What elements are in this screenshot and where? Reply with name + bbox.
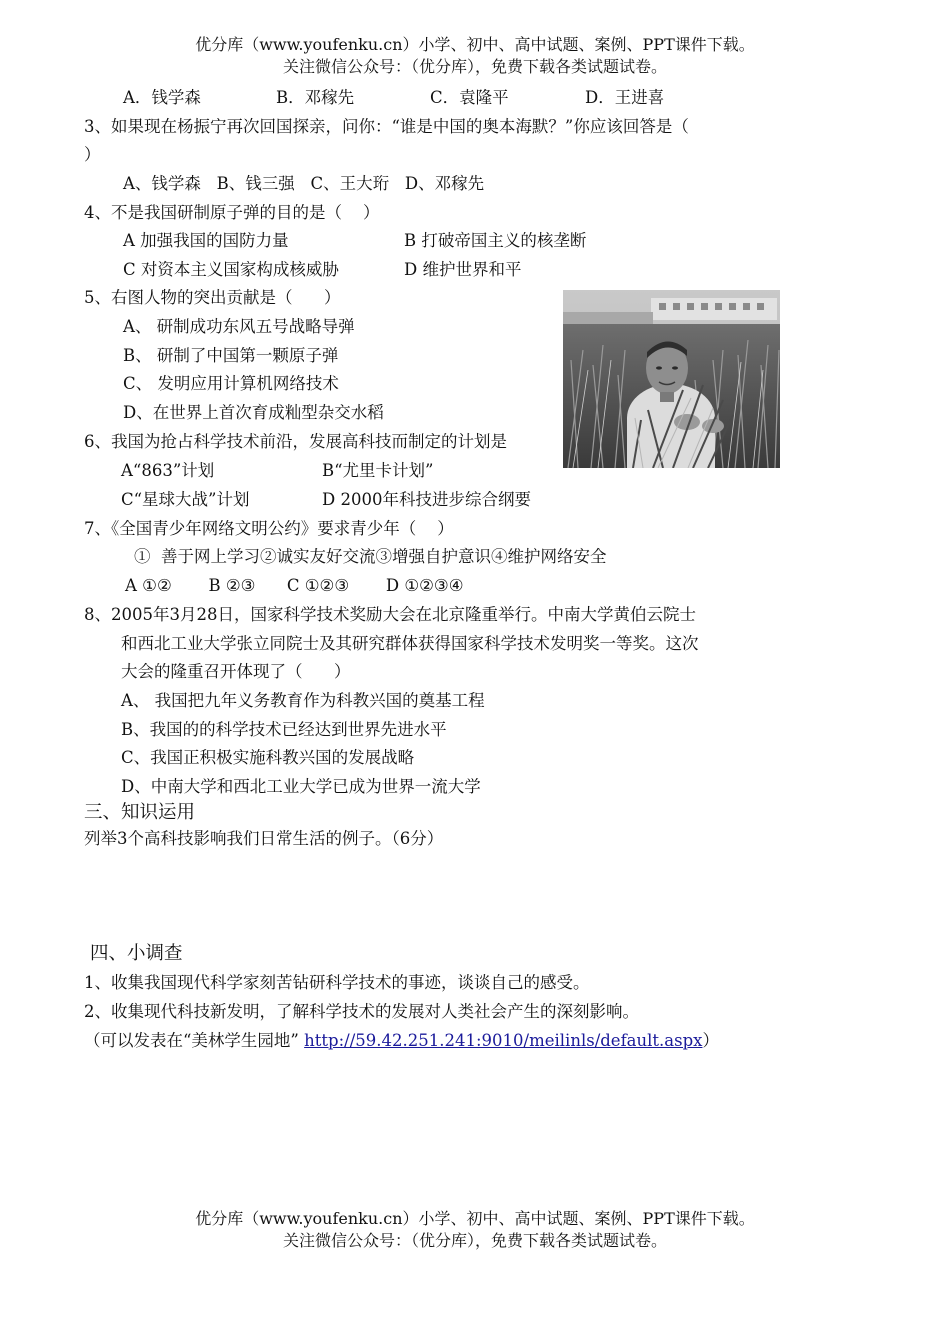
section-3-title: 三、知识运用: [84, 802, 196, 823]
section-4-title: 四、小调查: [90, 943, 183, 964]
meilin-link[interactable]: http://59.42.251.241:9010/meilinls/default.aspx: [304, 1031, 703, 1050]
header-line-1: 优分库（www.youfenku.cn）小学、初中、高中试题、案例、PPT课件下载。: [195, 35, 755, 54]
q8-stem-line-1: 8、2005年3月28日，国家科学技术奖励大会在北京隆重举行。中南大学黄伯云院士: [84, 605, 696, 624]
footer-line-1: 优分库（www.youfenku.cn）小学、初中、高中试题、案例、PPT课件下载。: [195, 1209, 755, 1228]
footer-line-2: 关注微信公众号：（优分库），免费下载各类试题试卷。: [282, 1231, 667, 1250]
q2-option-c: C．袁隆平: [430, 88, 509, 107]
section-4-item-2: 2、收集现代科技新发明，了解科学技术的发展对人类社会产生的深刻影响。: [84, 1002, 639, 1021]
q5-option-c: C、 发明应用计算机网络技术: [123, 374, 339, 393]
q6-stem: 6、我国为抢占科学技术前沿，发展高科技而制定的计划是: [84, 432, 507, 451]
q4-option-d: D 维护世界和平: [404, 260, 522, 279]
q6-option-d: D 2000年科技进步综合纲要: [322, 490, 531, 509]
q4-option-b: B 打破帝国主义的核垄断: [404, 231, 587, 250]
q5-stem: 5、右图人物的突出贡献是（ ）: [84, 288, 341, 307]
q8-option-d: D、中南大学和西北工业大学已成为世界一流大学: [121, 777, 481, 796]
section-4-note: [84, 1029, 719, 1053]
q3-stem-end: ）: [84, 145, 101, 164]
q2-option-a: A．钱学森: [123, 88, 201, 107]
q8-option-c: C、我国正积极实施科教兴国的发展战略: [121, 748, 415, 767]
q7-stem: 7、《全国青少年网络文明公约》要求青少年（ ）: [84, 519, 454, 538]
q3-options: A、钱学森 B、钱三强 C、王大珩 D、邓稼先: [123, 174, 485, 193]
q4-stem: 4、不是我国研制原子弹的目的是（ ）: [84, 203, 380, 222]
section-4-note-suffix: ）: [702, 1031, 719, 1050]
section-4-item-1: 1、收集我国现代科学家刻苦钻研科学技术的事迹，谈谈自己的感受。: [84, 973, 590, 992]
section-3-text: 列举3个高科技影响我们日常生活的例子。（6分）: [84, 829, 444, 848]
q7-options: A ①② B ②③ C ①②③ D ①②③④: [125, 576, 464, 595]
q3-stem: 3、如果现在杨振宁再次回国探亲，问你：“谁是中国的奥本海默？”你应该回答是（: [84, 117, 689, 136]
q6-option-c: C“星球大战”计划: [121, 490, 250, 509]
q5-option-d: D、在世界上首次育成籼型杂交水稻: [123, 403, 384, 422]
q8-stem-line-3: 大会的隆重召开体现了（ ）: [121, 662, 351, 681]
q4-option-a: A 加强我国的国防力量: [123, 231, 289, 250]
q6-option-a: A“863”计划: [121, 461, 215, 480]
q8-option-a: A、 我国把九年义务教育作为科教兴国的奠基工程: [121, 691, 485, 710]
q6-option-b: B“尤里卡计划”: [322, 461, 434, 480]
q2-option-b: B．邓稼先: [276, 88, 355, 107]
q8-option-b: B、我国的的科学技术已经达到世界先进水平: [121, 720, 447, 739]
q5-option-a: A、 研制成功东风五号战略导弹: [123, 317, 355, 336]
q4-option-c: C 对资本主义国家构成核威胁: [123, 260, 339, 279]
q2-option-d: D．王进喜: [585, 88, 665, 107]
header-line-2: 关注微信公众号：（优分库），免费下载各类试题试卷。: [282, 57, 667, 76]
q7-items: ① 善于网上学习②诚实友好交流③增强自护意识④维护网络安全: [134, 547, 607, 566]
rice-field-photo: [563, 290, 780, 468]
section-4-note-prefix: （可以发表在“美林学生园地”: [84, 1031, 299, 1050]
q5-option-b: B、 研制了中国第一颗原子弹: [123, 346, 339, 365]
q8-stem-line-2: 和西北工业大学张立同院士及其研究群体获得国家科学技术发明奖一等奖。这次: [121, 634, 699, 653]
